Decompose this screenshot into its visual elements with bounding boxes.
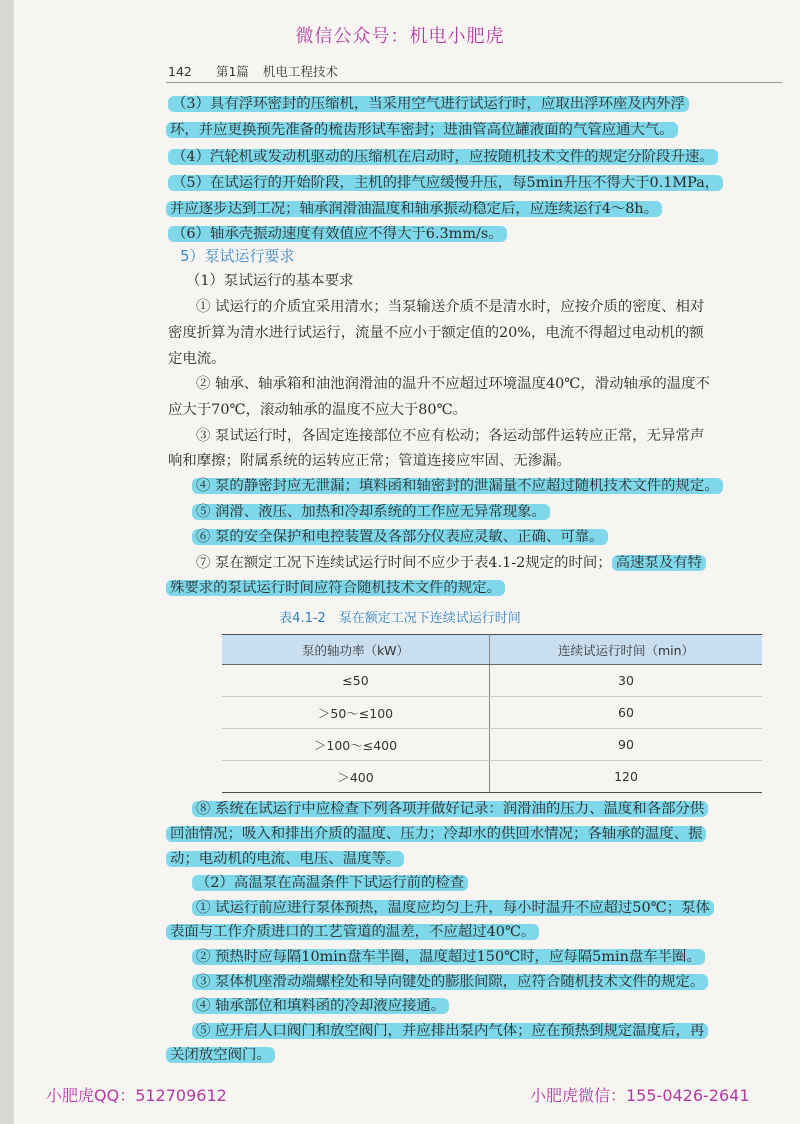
text-line: 动；电动机的电流、电压、温度等。 bbox=[166, 847, 404, 871]
table-caption: 表4.1-2 泵在额定工况下连续试运行时间 bbox=[279, 611, 521, 626]
text-line: ② 轴承、轴承箱和油池润滑油的温升不应超过环境温度40℃，滑动轴承的温度不 bbox=[196, 376, 710, 392]
table-cell: 120 bbox=[490, 761, 763, 793]
table-cell: 30 bbox=[490, 665, 763, 697]
watermark-qq: 小肥虎QQ：512709612 bbox=[46, 1086, 227, 1105]
table-row bbox=[222, 697, 762, 729]
text-line: 应大于70℃，滚动轴承的温度不应大于80℃。 bbox=[168, 402, 468, 418]
text-line: 并应逐步达到工况；轴承润滑油温度和轴承振动稳定后，应连续运行4～8h。 bbox=[166, 197, 662, 221]
text-line: ⑦ 泵在额定工况下连续试运行时间不应少于表4.1-2规定的时间； 高速泵及有特 bbox=[196, 551, 706, 575]
subsection-heading: （1）泵试运行的基本要求 bbox=[186, 273, 354, 289]
book-title: 机电工程技术 bbox=[262, 64, 338, 79]
text-line: 定电流。 bbox=[168, 351, 226, 367]
text-line: ⑥ 泵的安全保护和电控装置及各部分仪表应灵敏、正确、可靠。 bbox=[192, 525, 608, 549]
table-cell: 60 bbox=[490, 697, 763, 729]
watermark-wechat: 小肥虎微信：155-0426-2641 bbox=[530, 1086, 750, 1105]
text-line: （4）汽轮机或发动机驱动的压缩机在启动时，应按随机技术文件的规定分阶段升速。 bbox=[168, 145, 718, 169]
text-line: ④ 泵的静密封应无泄漏；填料函和轴密封的泄漏量不应超过随机技术文件的规定。 bbox=[192, 474, 723, 498]
part-label: 第1篇 bbox=[215, 64, 249, 79]
text-line: （5）在试运行的开始阶段，主机的排气应缓慢升压，每5min升压不得大于0.1MPa， bbox=[168, 171, 723, 195]
text-line: ⑤ 应开启人口阀门和放空阀门，并应排出泵内气体；应在预热到规定温度后，再 bbox=[192, 1019, 708, 1043]
column-header: 连续试运行时间（min） bbox=[490, 635, 763, 665]
text-line: 密度折算为清水进行试运行，流量不应小于额定值的20%，电流不得超过电动机的额 bbox=[168, 325, 704, 341]
text-line: ④ 轴承部位和填料函的冷却液应接通。 bbox=[192, 994, 449, 1018]
page-binding-edge bbox=[0, 0, 14, 1124]
text-line: ⑤ 润滑、液压、加热和冷却系统的工作应无异常现象。 bbox=[192, 500, 550, 524]
table-row bbox=[222, 761, 762, 793]
text-line: 表面与工作介质进口的工艺管道的温差，不应超过40℃。 bbox=[166, 920, 539, 944]
table-header-row bbox=[222, 635, 762, 665]
section-heading: 5）泵试运行要求 bbox=[180, 247, 295, 265]
text-line: 关闭放空阀门。 bbox=[166, 1043, 275, 1067]
text-line: ② 预热时应每隔10min盘车半圈，温度超过150℃时，应每隔5min盘车半圈。 bbox=[192, 945, 705, 969]
text-line: ⑧ 系统在试运行中应检查下列各项并做好记录：润滑油的压力、温度和各部分供 bbox=[192, 797, 708, 821]
run-time-table bbox=[222, 634, 762, 793]
text-line: 殊要求的泵试运行时间应符合随机技术文件的规定。 bbox=[166, 576, 505, 600]
header-rule bbox=[166, 82, 782, 83]
text-line: ① 试运行前应进行泵体预热，温度应均匀上升，每小时温升不应超过50℃；泵体 bbox=[192, 896, 714, 920]
table-cell: ＞50～≤100 bbox=[222, 697, 490, 729]
table-cell: ≤50 bbox=[222, 665, 490, 697]
text-line: ① 试运行的介质宜采用清水；当泵输送介质不是清水时，应按介质的密度、相对 bbox=[196, 299, 705, 315]
text-line: 响和摩擦；附属系统的运转应正常；管道连接应牢固、无渗漏。 bbox=[168, 453, 571, 469]
text-line: ③ 泵试运行时，各固定连接部位不应有松动；各运动部件运转应正常，无异常声 bbox=[196, 428, 705, 444]
page-number: 142 bbox=[168, 64, 192, 79]
table-cell: ＞100～≤400 bbox=[222, 729, 490, 761]
text-line: 环，并应更换预先准备的梳齿形试车密封；进油管高位罐液面的气管应通大气。 bbox=[166, 118, 678, 142]
text-line: （3）具有浮环密封的压缩机，当采用空气进行试运行时，应取出浮环座及内外浮 bbox=[168, 92, 689, 116]
text-line: 回油情况；吸入和排出介质的温度、压力；冷却水的供回水情况；各轴承的温度、振 bbox=[166, 822, 706, 846]
column-header: 泵的轴功率（kW） bbox=[222, 635, 490, 665]
table-row bbox=[222, 665, 762, 697]
table-cell: ＞400 bbox=[222, 761, 490, 793]
subsection-heading: （2）高温泵在高温条件下试运行前的检查 bbox=[192, 871, 468, 895]
text-line: （6）轴承壳振动速度有效值应不得大于6.3mm/s。 bbox=[168, 222, 507, 246]
text-line: ③ 泵体机座滑动端螺栓处和导向键处的膨胀间隙，应符合随机技术文件的规定。 bbox=[192, 970, 708, 994]
watermark-top: 微信公众号：机电小肥虎 bbox=[295, 26, 505, 47]
table-cell: 90 bbox=[490, 729, 763, 761]
table-row bbox=[222, 729, 762, 761]
page-header bbox=[168, 62, 338, 80]
